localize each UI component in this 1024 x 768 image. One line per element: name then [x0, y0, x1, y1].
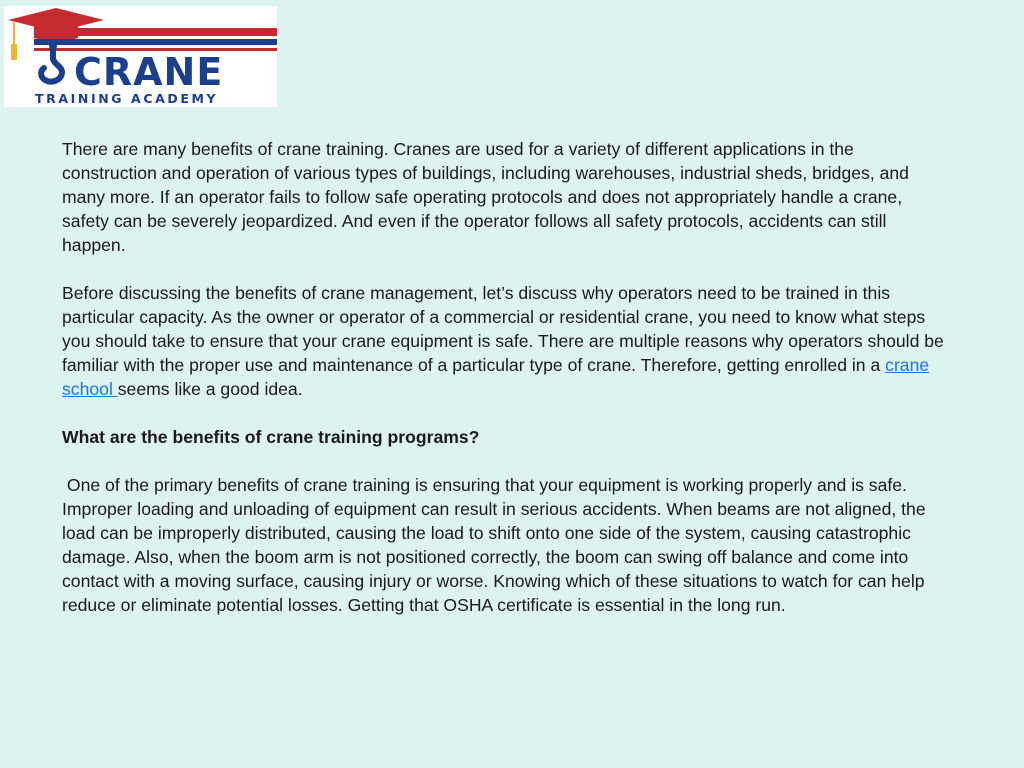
logo-text — [4, 6, 277, 107]
article-body — [62, 137, 952, 641]
paragraph-intro: There are many benefits of crane training. Cranes are used for a variety of different applications in the construction and operation of various types of buildings, including warehouses, industrial sheds, bridges, and many more. If an operator fails to follow safe operating protocols and does not appropriately handle a crane, safety can be severely jeopardized. And even if the operator follows all safety protocols, accidents can still happen. — [62, 139, 909, 255]
crane-school-link[interactable]: crane school — [62, 355, 930, 399]
paragraph-text: Before discussing the benefits of crane management, let’s discuss why operators need to be trained in this particular capacity. As the owner or operator of a commercial or residential crane, you need to know what steps you should take to ensure that your crane equipment is safe. There are multiple reasons why operators should be familiar with the proper use and maintenance of a particular type of crane. Therefore, getting enrolled in a — [62, 283, 944, 375]
section-heading: What are the benefits of crane training programs? — [62, 427, 480, 447]
logo-tagline: TRAINING ACADEMY — [35, 91, 219, 106]
crane-training-academy-logo — [4, 6, 277, 107]
paragraph-text-end: seems like a good idea. — [117, 379, 303, 399]
logo-brand-name: CRANE — [74, 50, 224, 94]
paragraph-benefits: One of the primary benefits of crane training is ensuring that your equipment is working properly and is safe. Improper loading and unloading of equipment can result in serious accidents. When beams are not aligned, the load can be improperly distributed, causing the load to shift onto one side of the system, causing catastrophic damage. Also, when the boom arm is not positioned correctly, the boom can swing off balance and come into contact with a moving surface, causing injury or worse. Knowing which of these situations to watch for can help reduce or eliminate potential losses. Getting that OSHA certificate is essential in the long run. — [62, 475, 931, 615]
paragraph-why-training — [62, 281, 952, 401]
